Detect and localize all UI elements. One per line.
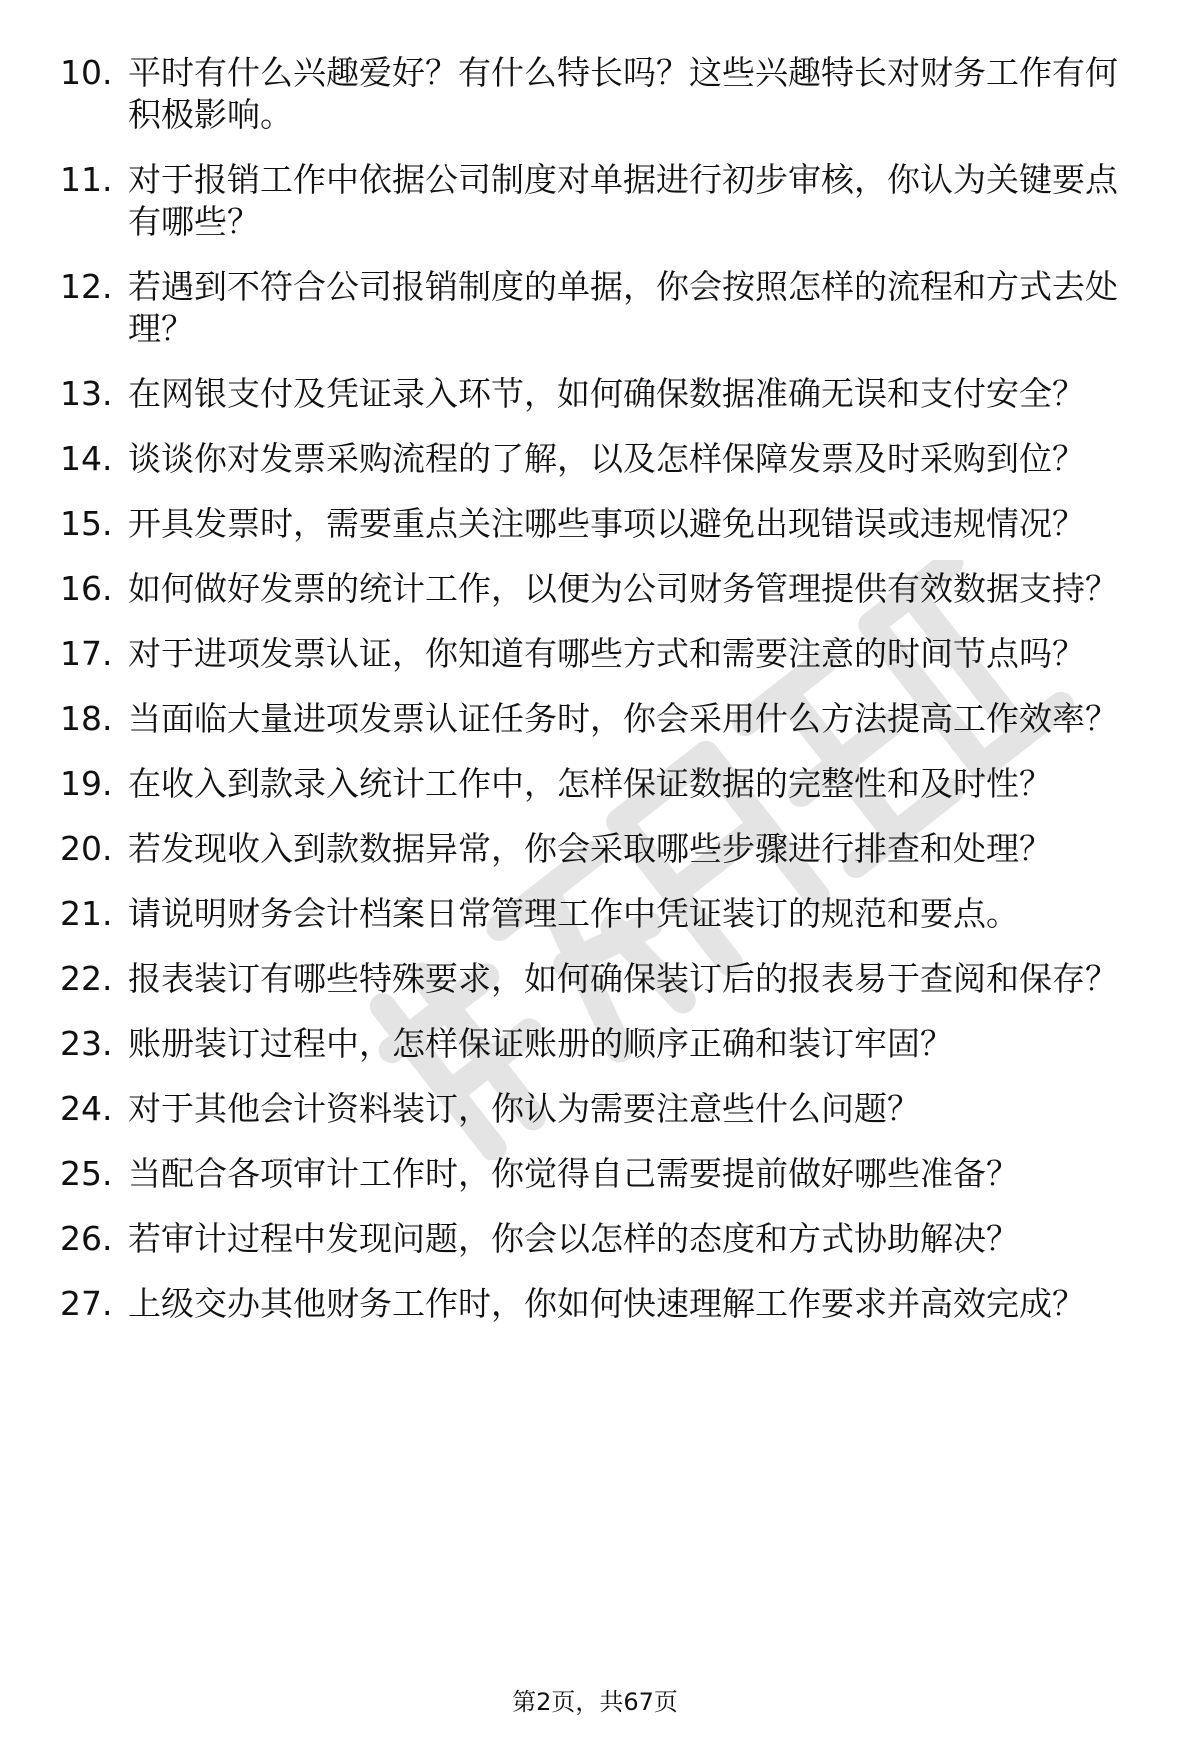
question-item: [60, 763, 1150, 805]
question-item: [60, 828, 1150, 870]
question-number: 12.: [60, 267, 113, 306]
question-number: 25.: [60, 1154, 113, 1193]
question-number: 14.: [60, 439, 113, 478]
question-item: [60, 1218, 1150, 1260]
question-text: 报表装订有哪些特殊要求，如何确保装订后的报表易于查阅和保存？: [128, 959, 1118, 998]
question-number: 11.: [60, 160, 113, 199]
question-item: [60, 1283, 1150, 1325]
question-number: 19.: [60, 764, 113, 803]
question-item: [60, 159, 1150, 243]
page-indicator: 第2页，共67页: [512, 1688, 678, 1716]
question-number: 27.: [60, 1284, 113, 1323]
question-item: [60, 438, 1150, 480]
question-number: 18.: [60, 699, 113, 738]
question-text: 对于进项发票认证，你知道有哪些方式和需要注意的时间节点吗？: [128, 634, 1085, 673]
question-item: [60, 698, 1150, 740]
question-text: 开具发票时，需要重点关注哪些事项以避免出现错误或违规情况？: [128, 504, 1085, 543]
question-item: [60, 1088, 1150, 1130]
question-item: [60, 958, 1150, 1000]
question-text: 如何做好发票的统计工作，以便为公司财务管理提供有效数据支持？: [128, 569, 1118, 608]
question-text: 若遇到不符合公司报销制度的单据，你会按照怎样的流程和方式去处理？: [128, 267, 1118, 348]
question-item: [60, 52, 1150, 136]
question-text: 上级交办其他财务工作时，你如何快速理解工作要求并高效完成？: [128, 1284, 1085, 1323]
question-text: 平时有什么兴趣爱好？有什么特长吗？这些兴趣特长对财务工作有何积极影响。: [128, 53, 1118, 134]
question-item: [60, 568, 1150, 610]
question-item: [60, 893, 1150, 935]
question-text: 若审计过程中发现问题，你会以怎样的态度和方式协助解决？: [128, 1219, 1019, 1258]
question-number: 21.: [60, 894, 113, 933]
question-text: 在网银支付及凭证录入环节，如何确保数据准确无误和支付安全？: [128, 374, 1085, 413]
question-text: 当面临大量进项发票认证任务时，你会采用什么方法提高工作效率？: [128, 699, 1118, 738]
question-number: 15.: [60, 504, 113, 543]
question-number: 10.: [60, 53, 113, 92]
question-item: [60, 1153, 1150, 1195]
question-item: [60, 1023, 1150, 1065]
question-number: 17.: [60, 634, 113, 673]
question-text: 若发现收入到款数据异常，你会采取哪些步骤进行排查和处理？: [128, 829, 1052, 868]
question-number: 26.: [60, 1219, 113, 1258]
question-number: 20.: [60, 829, 113, 868]
question-list: [60, 52, 1150, 1348]
question-number: 16.: [60, 569, 113, 608]
question-text: 在收入到款录入统计工作中，怎样保证数据的完整性和及时性？: [128, 764, 1052, 803]
question-text: 谈谈你对发票采购流程的了解，以及怎样保障发票及时采购到位？: [128, 439, 1085, 478]
question-text: 对于其他会计资料装订，你认为需要注意些什么问题？: [128, 1089, 920, 1128]
question-item: [60, 266, 1150, 350]
question-number: 13.: [60, 374, 113, 413]
question-item: [60, 503, 1150, 545]
question-text: 账册装订过程中，怎样保证账册的顺序正确和装订牢固？: [128, 1024, 953, 1063]
question-item: [60, 633, 1150, 675]
question-text: 对于报销工作中依据公司制度对单据进行初步审核，你认为关键要点有哪些？: [128, 160, 1118, 241]
question-number: 22.: [60, 959, 113, 998]
question-number: 23.: [60, 1024, 113, 1063]
question-item: [60, 373, 1150, 415]
question-number: 24.: [60, 1089, 113, 1128]
question-text: 当配合各项审计工作时，你觉得自己需要提前做好哪些准备？: [128, 1154, 1019, 1193]
question-text: 请说明财务会计档案日常管理工作中凭证装订的规范和要点。: [128, 894, 1019, 933]
